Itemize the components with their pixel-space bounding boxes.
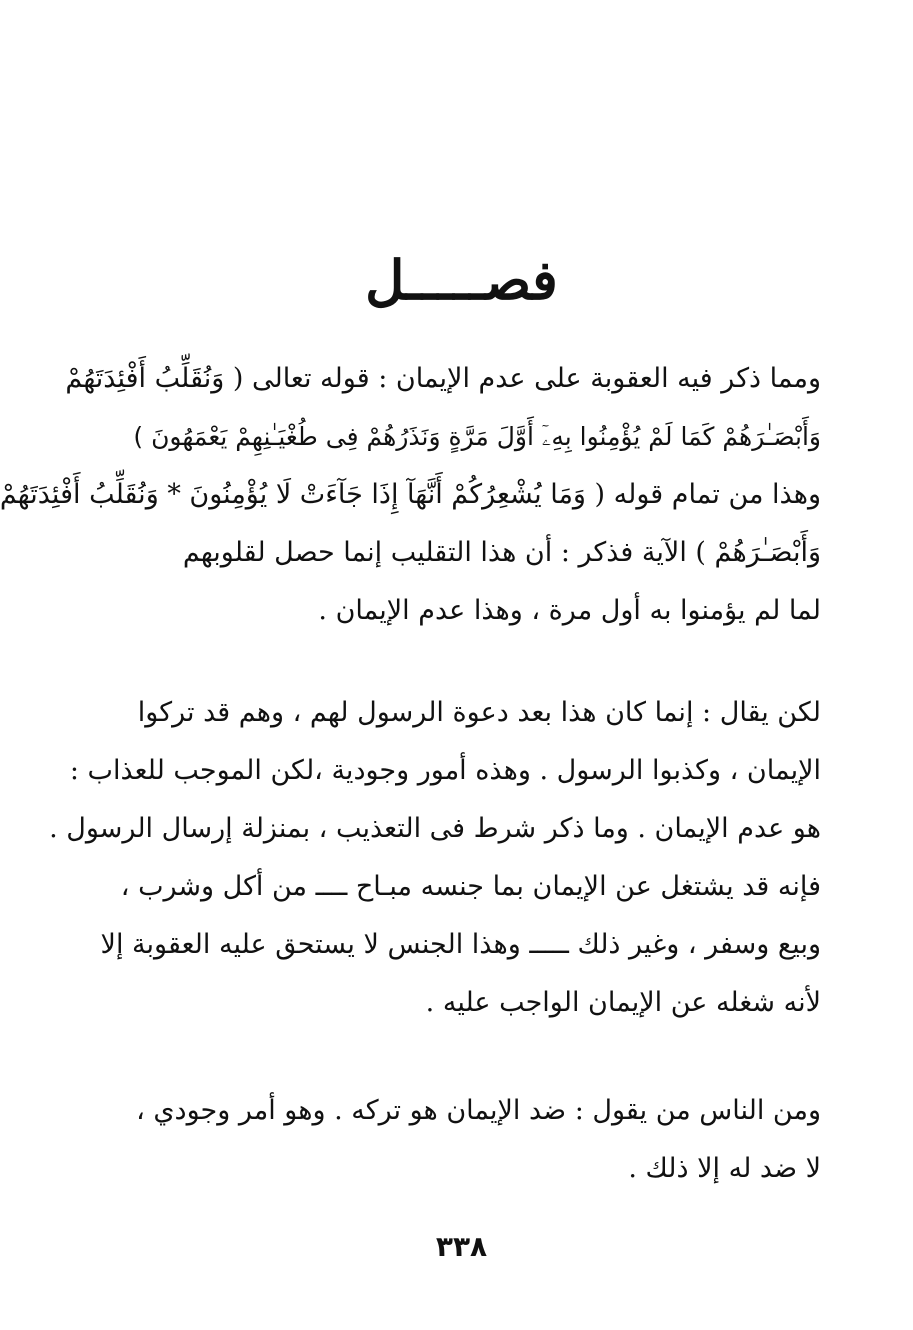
text-line: لما لم يؤمنوا به أول مرة ، وهذا عدم الإيمان .: [318, 595, 821, 626]
quran-verse-line: وَأَبْصَـٰرَهُمْ كَمَا لَمْ يُؤْمِنُوا بِهِۦٓ أَوَّلَ مَرَّةٍ وَنَذَرُهُمْ فِى طُغْيَـٰنِهِمْ يَعْمَهُونَ ): [133, 422, 821, 451]
text-line: ومن الناس من يقول : ضد الإيمان هو تركه . وهو أمر وجودي ،: [136, 1095, 821, 1126]
text-line: هو عدم الإيمان . وما ذكر شرط فى التعذيب ، بمنزلة إرسال الرسول .: [49, 813, 821, 844]
text-line: وهذا من تمام قوله ( وَمَا يُشْعِرُكُمْ أَنَّهَآ إِذَا جَآءَتْ لَا يُؤْمِنُونَ * وَنُقَلِّبُ أَفْئِدَتَهُمْ: [0, 479, 821, 510]
page-number: ٣٣٨: [435, 1230, 488, 1263]
text-line: لكن يقال : إنما كان هذا بعد دعوة الرسول لهم ، وهم قد تركوا: [137, 697, 821, 728]
text-line: لا ضد له إلا ذلك .: [628, 1153, 821, 1184]
text-line: ومما ذكر فيه العقوبة على عدم الإيمان : قوله تعالى ( وَنُقَلِّبُ أَفْئِدَتَهُمْ: [65, 363, 821, 394]
text-line: وبيع وسفر ، وغير ذلك ـــــ وهذا الجنس لا يستحق عليه العقوبة إلا: [100, 929, 821, 960]
paragraph-2: [49, 684, 821, 1032]
text-line: فإنه قد يشتغل عن الإيمان بما جنسه مبـاح ــــ من أكل وشرب ،: [120, 871, 821, 902]
text-line: الإيمان ، وكذبوا الرسول . وهذه أمور وجودية ،لكن الموجب للعذاب :: [69, 755, 821, 786]
paragraph-1: [0, 350, 821, 640]
text-line: وَأَبْصَـٰرَهُمْ ) الآية فذكر : أن هذا التقليب إنما حصل لقلوبهم: [182, 537, 821, 568]
section-heading: فصـــــل: [365, 248, 558, 312]
paragraph-3: [101, 1082, 821, 1198]
text-line: لأنه شغله عن الإيمان الواجب عليه .: [425, 987, 821, 1018]
